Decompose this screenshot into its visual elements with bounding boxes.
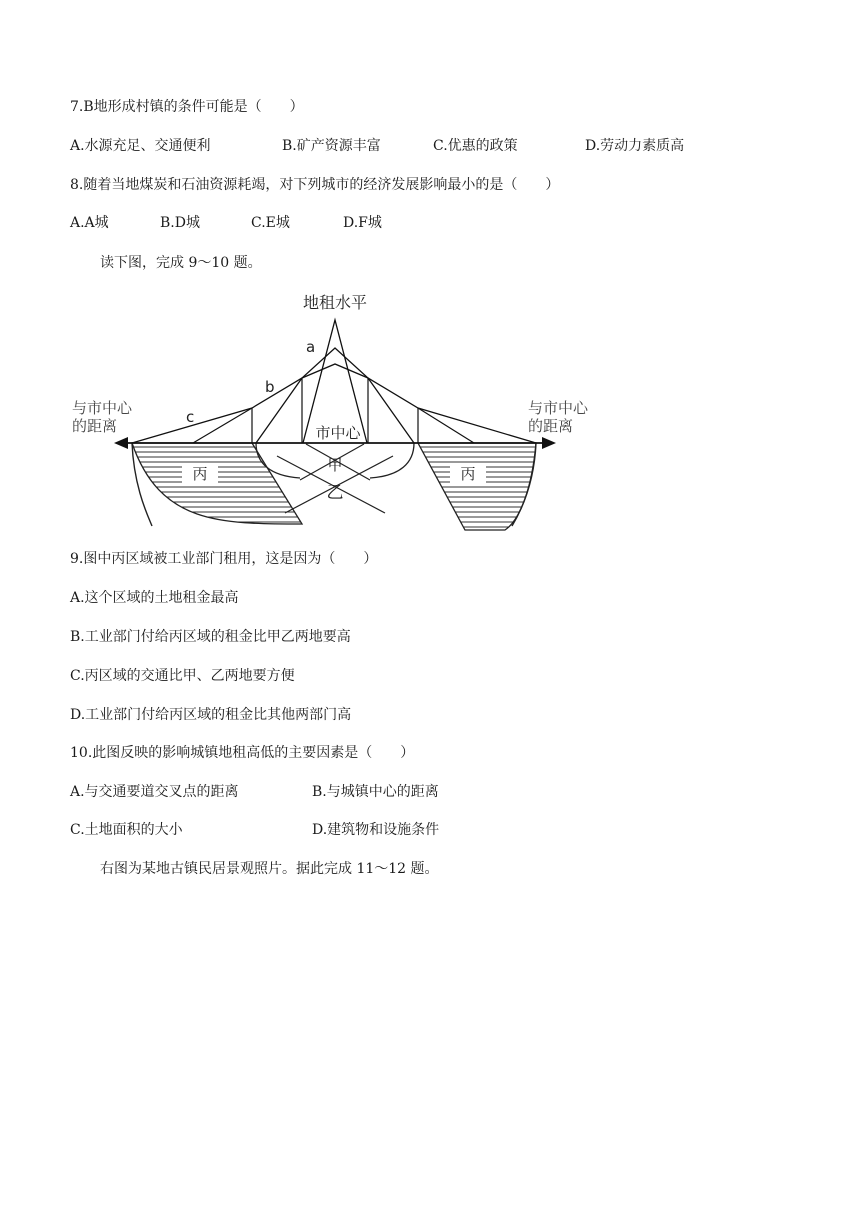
intro-9-10: 读下图，完成 9～10 题。 (100, 255, 262, 271)
q7-stem: 7.B地形成村镇的条件可能是（ ） (70, 99, 304, 115)
left-axis-label-line1: 与市中心 (72, 399, 133, 417)
intro-11-12: 右图为某地古镇民居景观照片。据此完成 11～12 题。 (100, 861, 439, 877)
q10-option-d: D.建筑物和设施条件 (312, 822, 440, 838)
y-axis-label: 地租水平 (302, 293, 368, 312)
zone-bing-right (418, 443, 536, 530)
q7-option-c: C.优惠的政策 (433, 138, 518, 154)
zone-label-yi: 乙 (326, 483, 344, 503)
q8-option-a: A.A城 (70, 215, 109, 231)
curve-c-left-tail (193, 408, 252, 443)
right-axis-label-line1: 与市中心 (528, 399, 589, 417)
land-rent-diagram (70, 288, 620, 533)
right-axis-label-line2: 的距离 (528, 417, 574, 435)
curve-label-a: a (306, 338, 316, 356)
q7-option-d: D.劳动力素质高 (585, 138, 685, 154)
curve-label-c: c (186, 408, 195, 426)
zone-label-bing-right: 丙 (460, 465, 476, 483)
curve-c-right-tail (418, 408, 474, 443)
q10-stem: 10.此图反映的影响城镇地租高低的主要因素是（ ） (70, 745, 415, 761)
central-arc-right (370, 443, 414, 478)
q8-option-d: D.F城 (343, 215, 382, 231)
q8-option-b: B.D城 (160, 215, 200, 231)
q10-option-a: A.与交通要道交叉点的距离 (70, 784, 239, 800)
q7-option-b: B.矿产资源丰富 (282, 138, 381, 154)
left-arrow (114, 437, 128, 449)
center-label: 市中心 (315, 424, 361, 442)
q9-option-c: C.丙区域的交通比甲、乙两地要方便 (70, 668, 295, 684)
q9-stem: 9.图中丙区域被工业部门租用，这是因为（ ） (70, 551, 378, 567)
left-axis-label-line2: 的距离 (72, 417, 118, 435)
q8-option-c: C.E城 (251, 215, 290, 231)
q8-stem: 8.随着当地煤炭和石油资源耗竭，对下列城市的经济发展影响最小的是（ ） (70, 177, 560, 193)
q9-option-a: A.这个区域的土地租金最高 (70, 590, 239, 606)
q10-option-b: B.与城镇中心的距离 (312, 784, 439, 800)
q7-option-a: A.水源充足、交通便利 (70, 138, 211, 154)
curve-label-b: b (265, 378, 275, 396)
zone-label-bing-left: 丙 (192, 465, 208, 483)
right-arrow (542, 437, 556, 449)
q9-option-b: B.工业部门付给丙区域的租金比甲乙两地要高 (70, 629, 351, 645)
q9-option-d: D.工业部门付给丙区域的租金比其他两部门高 (70, 707, 352, 723)
q10-option-c: C.土地面积的大小 (70, 822, 183, 838)
zone-label-jia: 甲 (327, 456, 343, 474)
